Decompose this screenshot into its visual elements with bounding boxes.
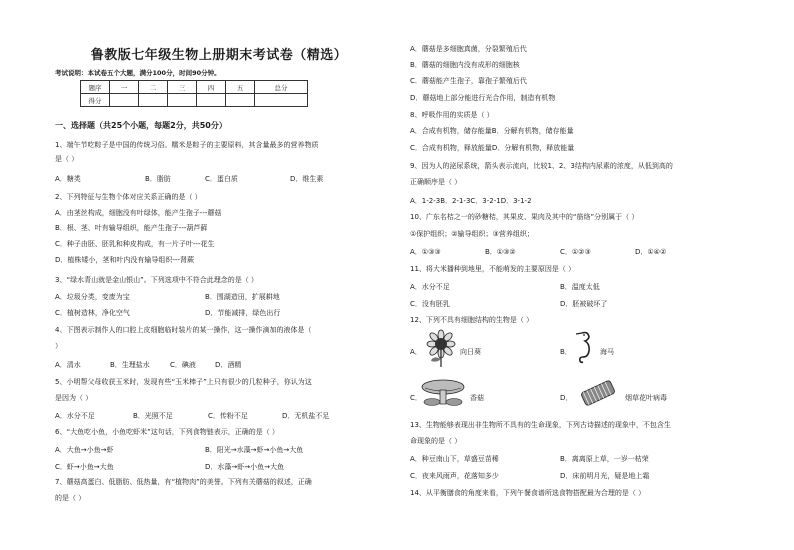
score-cell — [255, 94, 308, 107]
virus-icon — [576, 374, 620, 416]
question-text: 命现象的是（ ） — [410, 437, 462, 445]
option: B．①③② — [485, 248, 516, 256]
question-text: ） — [55, 342, 62, 350]
score-cell: 总分 — [255, 81, 308, 94]
option: C．蛋白质 — [205, 175, 238, 183]
option: A．蘑菇是多细胞真菌，分裂繁殖后代 — [410, 45, 527, 53]
exam-note: 考试说明：本试卷五个大题，满分100分，时间90分钟。 — [55, 69, 221, 77]
question-text: 1、端午节吃粽子是中国的传统习俗。糯米是粽子的主要原料，其含量最多的营养物质 — [55, 141, 319, 149]
score-cell — [226, 94, 255, 107]
option: D．维生素 — [290, 175, 324, 183]
score-cell — [168, 94, 197, 107]
question-text: 12、下列不具有细胞结构的生物是（ ） — [410, 316, 534, 324]
option: A．糖类 — [55, 175, 81, 183]
option: C．虾→小鱼→大鱼 — [55, 463, 114, 471]
option: A．由茎丝构成，细胞没有叶绿体，能产生孢子---蘑菇 — [55, 209, 222, 217]
option: A．合成有机物，储存能量B．分解有机物，储存能量 — [410, 127, 574, 135]
option-label: 香菇 — [470, 394, 484, 402]
question-text: 6、“大鱼吃小鱼，小鱼吃虾米”这句话，下列食物链表示，正确的是（ ） — [55, 428, 279, 436]
score-cell: 一 — [110, 81, 139, 94]
option: B．蘑菇的细胞内没有成形的细胞核 — [410, 61, 520, 69]
seahorse-icon — [574, 330, 596, 368]
option: A．清水 — [55, 361, 81, 369]
option: D．床前明月光，疑是地上霜 — [560, 472, 650, 480]
score-cell: 得分 — [81, 94, 110, 107]
question-text: 正确顺序是（ ） — [410, 178, 462, 186]
option: C．植树造林，净化空气 — [55, 309, 130, 317]
option: B．围湖造田，扩展耕地 — [205, 293, 280, 301]
question-text: 10、广东名桔之一的砂糖桔，其果皮、果肉及其中的“筋络”分别属于（ ） — [410, 213, 639, 221]
question-text: 5、小明帮父母收获玉米时，发现有些“玉米棒子”上只有很少的几粒种子，你认为这 — [55, 378, 312, 386]
question-text: 是（ ） — [55, 155, 79, 163]
option: D．节能减排，绿色出行 — [205, 309, 281, 317]
question-text: 14、从平衡膳食的角度来看，下列午餐食谱所选食物搭配最为合理的是（ ） — [410, 489, 646, 497]
option: B．生理盐水 — [110, 361, 150, 369]
option: A．种豆南山下，草盛豆苗稀 — [410, 455, 499, 463]
option: A．1-2-3B．2-1-3C．3-2-1D．3-1-2 — [410, 197, 532, 205]
section-heading: 一、选择题（共25个小题，每题2分，共50分） — [55, 121, 227, 130]
option: A．大鱼→小鱼→虾 — [55, 446, 114, 454]
score-cell: 四 — [197, 81, 226, 94]
question-text: 11、将大米播种到地里，不能萌发的主要原因是（ ） — [410, 265, 576, 273]
score-cell: 题序 — [81, 81, 110, 94]
option: D．无机盐不足 — [282, 412, 330, 420]
option: D．①④② — [635, 248, 667, 256]
option: D．植株矮小，茎和叶内没有输导组织---肾蕨 — [55, 256, 194, 264]
score-header-row — [81, 81, 308, 94]
sunflower-icon — [424, 329, 458, 371]
score-cell — [110, 94, 139, 107]
option: B．根、茎、叶有输导组织，能产生孢子---葫芦藓 — [55, 224, 208, 232]
option: B． — [560, 348, 572, 356]
page-title: 鲁教版七年级生物上册期末考试卷（精选） — [90, 48, 348, 63]
mushroom-icon — [420, 378, 466, 412]
option: A．①③③ — [410, 248, 441, 256]
option: C．①②③ — [560, 248, 591, 256]
option: C．传粉不足 — [208, 412, 248, 420]
option: A．垃圾分类，变废为宝 — [55, 293, 130, 301]
question-text: 的是（ ） — [55, 494, 86, 502]
question-text: 8、呼吸作用的实质是（ ） — [410, 111, 494, 119]
option: A．水分不足 — [55, 412, 95, 420]
option: C．夜来风雨声，花落知多少 — [410, 472, 499, 480]
score-cell: 三 — [168, 81, 197, 94]
option: D．水藻→虾→小鱼→大鱼 — [205, 463, 284, 471]
option: B．脂肪 — [145, 175, 171, 183]
option: A． — [410, 348, 422, 356]
option: D．酒精 — [215, 361, 242, 369]
option: C． — [410, 394, 422, 402]
question-text: 13、生物能够表现出非生物所不具有的生命现象，下列古诗描述的现象中，不包含生 — [410, 421, 671, 429]
option: D．胚被破坏了 — [560, 300, 608, 308]
question-text: 9、因为人的泌尿系统，箭头表示流向，比较1、2、3结构内尿素的浓度，从低到高的 — [410, 162, 673, 170]
option: B．离离原上草，一岁一枯荣 — [560, 455, 649, 463]
score-cell: 五 — [226, 81, 255, 94]
option: D．蘑菇地上部分能进行光合作用，制造有机物 — [410, 94, 556, 102]
option: A．水分不足 — [410, 283, 450, 291]
question-text: 7、蘑菇高蛋白、低脂肪、低热量，有“植物肉”的美誉。下列有关蘑菇的叙述，正确 — [55, 478, 312, 486]
score-cell — [197, 94, 226, 107]
option-label: 向日葵 — [460, 348, 481, 356]
score-value-row — [81, 94, 308, 107]
option: C．没有胚乳 — [410, 300, 450, 308]
question-text: 2、下列特征与生物个体对应关系正确的是（ ） — [55, 193, 202, 201]
option-label: 烟草花叶病毒 — [625, 394, 667, 402]
question-text: ①保护组织；②输导组织；③营养组织； — [410, 230, 534, 238]
score-table — [80, 80, 308, 107]
option: C．种子由胚、胚乳和种皮构成，有一片子叶---花生 — [55, 240, 215, 248]
option: C．碘液 — [170, 361, 196, 369]
option: B．温度太低 — [560, 283, 600, 291]
option: B．光照不足 — [133, 412, 173, 420]
question-text: 4、下图表示制作人的口腔上皮细胞临时装片的某一操作，这一操作滴加的液体是（ — [55, 326, 312, 334]
option: D． — [560, 394, 573, 402]
score-cell: 二 — [139, 81, 168, 94]
option-label: 海马 — [600, 348, 614, 356]
option: C．合成有机物，释放能量D．分解有机物，释放能量 — [410, 144, 575, 152]
question-text: 是因为（ ） — [55, 394, 93, 402]
score-cell — [139, 94, 168, 107]
question-text: 3、“绿水青山就是金山银山”。下列选项中不符合此理念的是（ ） — [55, 276, 258, 284]
option: C．蘑菇能产生孢子，靠孢子繁殖后代 — [410, 77, 527, 85]
option: B．阳光→水藻→虾→小鱼→大鱼 — [205, 446, 304, 454]
